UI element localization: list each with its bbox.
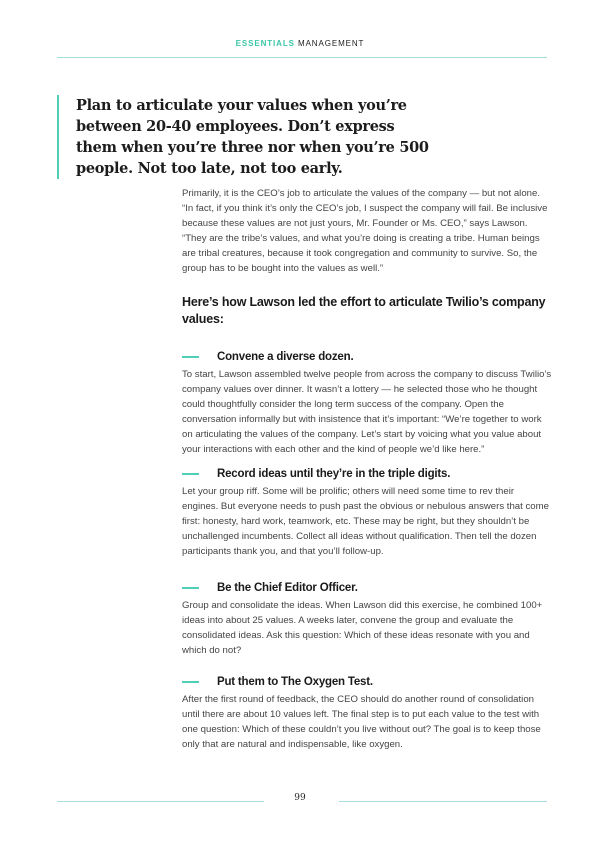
footer-divider-right	[339, 801, 547, 802]
dash-icon	[182, 473, 199, 475]
step-title-row	[182, 673, 552, 690]
step-title: Convene a diverse dozen.	[217, 350, 354, 363]
subheading-section	[182, 294, 552, 328]
dash-icon	[182, 587, 199, 589]
section-label-accent: ESSENTIALS	[235, 39, 295, 48]
step-title: Be the Chief Editor Officer.	[217, 581, 358, 594]
step-body: After the first round of feedback, the CEO should do another round of consolidation until there are about 10 values left. The final step is to put each value to the test with one question: Which of these couldn’t you live without out? The goal is to keep those only that are natural and indispensable, like oxygen.	[182, 694, 541, 750]
page-number: 99	[294, 793, 306, 803]
step-4	[182, 673, 552, 752]
intro-section	[182, 186, 552, 276]
pull-quote-text: Plan to articulate your values when you’re between 20-40 employees. Don’t express them when you’re three nor when you’re 500 people. Not too late, not too early.	[76, 97, 429, 177]
dash-icon	[182, 356, 199, 358]
step-title-row	[182, 465, 552, 482]
subheading: Here’s how Lawson led the effort to articulate Twilio’s company values:	[182, 295, 546, 326]
dash-icon	[182, 681, 199, 683]
running-header	[0, 39, 600, 48]
step-body: Let your group riff. Some will be prolific; others will need some time to rev their engines. But everyone needs to push past the obvious or nebulous answers that come first: honesty, hard work, teamwork, etc. These may be right, but they shouldn’t be unchallenged incumbents. Collect all ideas without qualification. Then tell the dozen participants thank you, and that you’ll follow-up.	[182, 486, 549, 557]
step-title: Record ideas until they’re in the triple digits.	[217, 467, 451, 480]
step-title-row	[182, 348, 552, 365]
step-3	[182, 579, 552, 658]
step-title-row	[182, 579, 552, 596]
step-2	[182, 465, 552, 559]
step-body: Group and consolidate the ideas. When Lawson did this exercise, he combined 100+ ideas into about 25 values. A weeks later, convene the group and evaluate the consolidated ideas. Ask this question: Which of these ideas resonate with you and which do not?	[182, 600, 543, 656]
header-divider	[57, 57, 547, 58]
step-title: Put them to The Oxygen Test.	[217, 675, 373, 688]
section-label: MANAGEMENT	[298, 39, 365, 48]
intro-paragraph: Primarily, it is the CEO’s job to articulate the values of the company — but not alone. “In fact, if you think it’s only the CEO’s job, I suspect the company will fail. Be inclusive because these values are not just yours, Mr. Founder or Ms. CEO,” says Lawson. “They are the tribe’s values, and what you’re doing is creating a tribe. Human beings are tribal creatures, because it took congregation and community to survive. So, the group has to be bought into the values as well.”	[182, 188, 548, 274]
step-body: To start, Lawson assembled twelve people from across the company to discuss Twilio’s company values over dinner. It wasn’t a lottery — he selected those who he thought could thoughtfully consider the long term success of the company. Open the conversation informally but with insistence that it’s important: “We’re together to work on articulating the values of the company. Let’s start by voicing what you value about your interactions with each other and the kind of people we’d like here.”	[182, 369, 552, 455]
pull-quote	[57, 95, 436, 179]
step-1	[182, 348, 552, 457]
